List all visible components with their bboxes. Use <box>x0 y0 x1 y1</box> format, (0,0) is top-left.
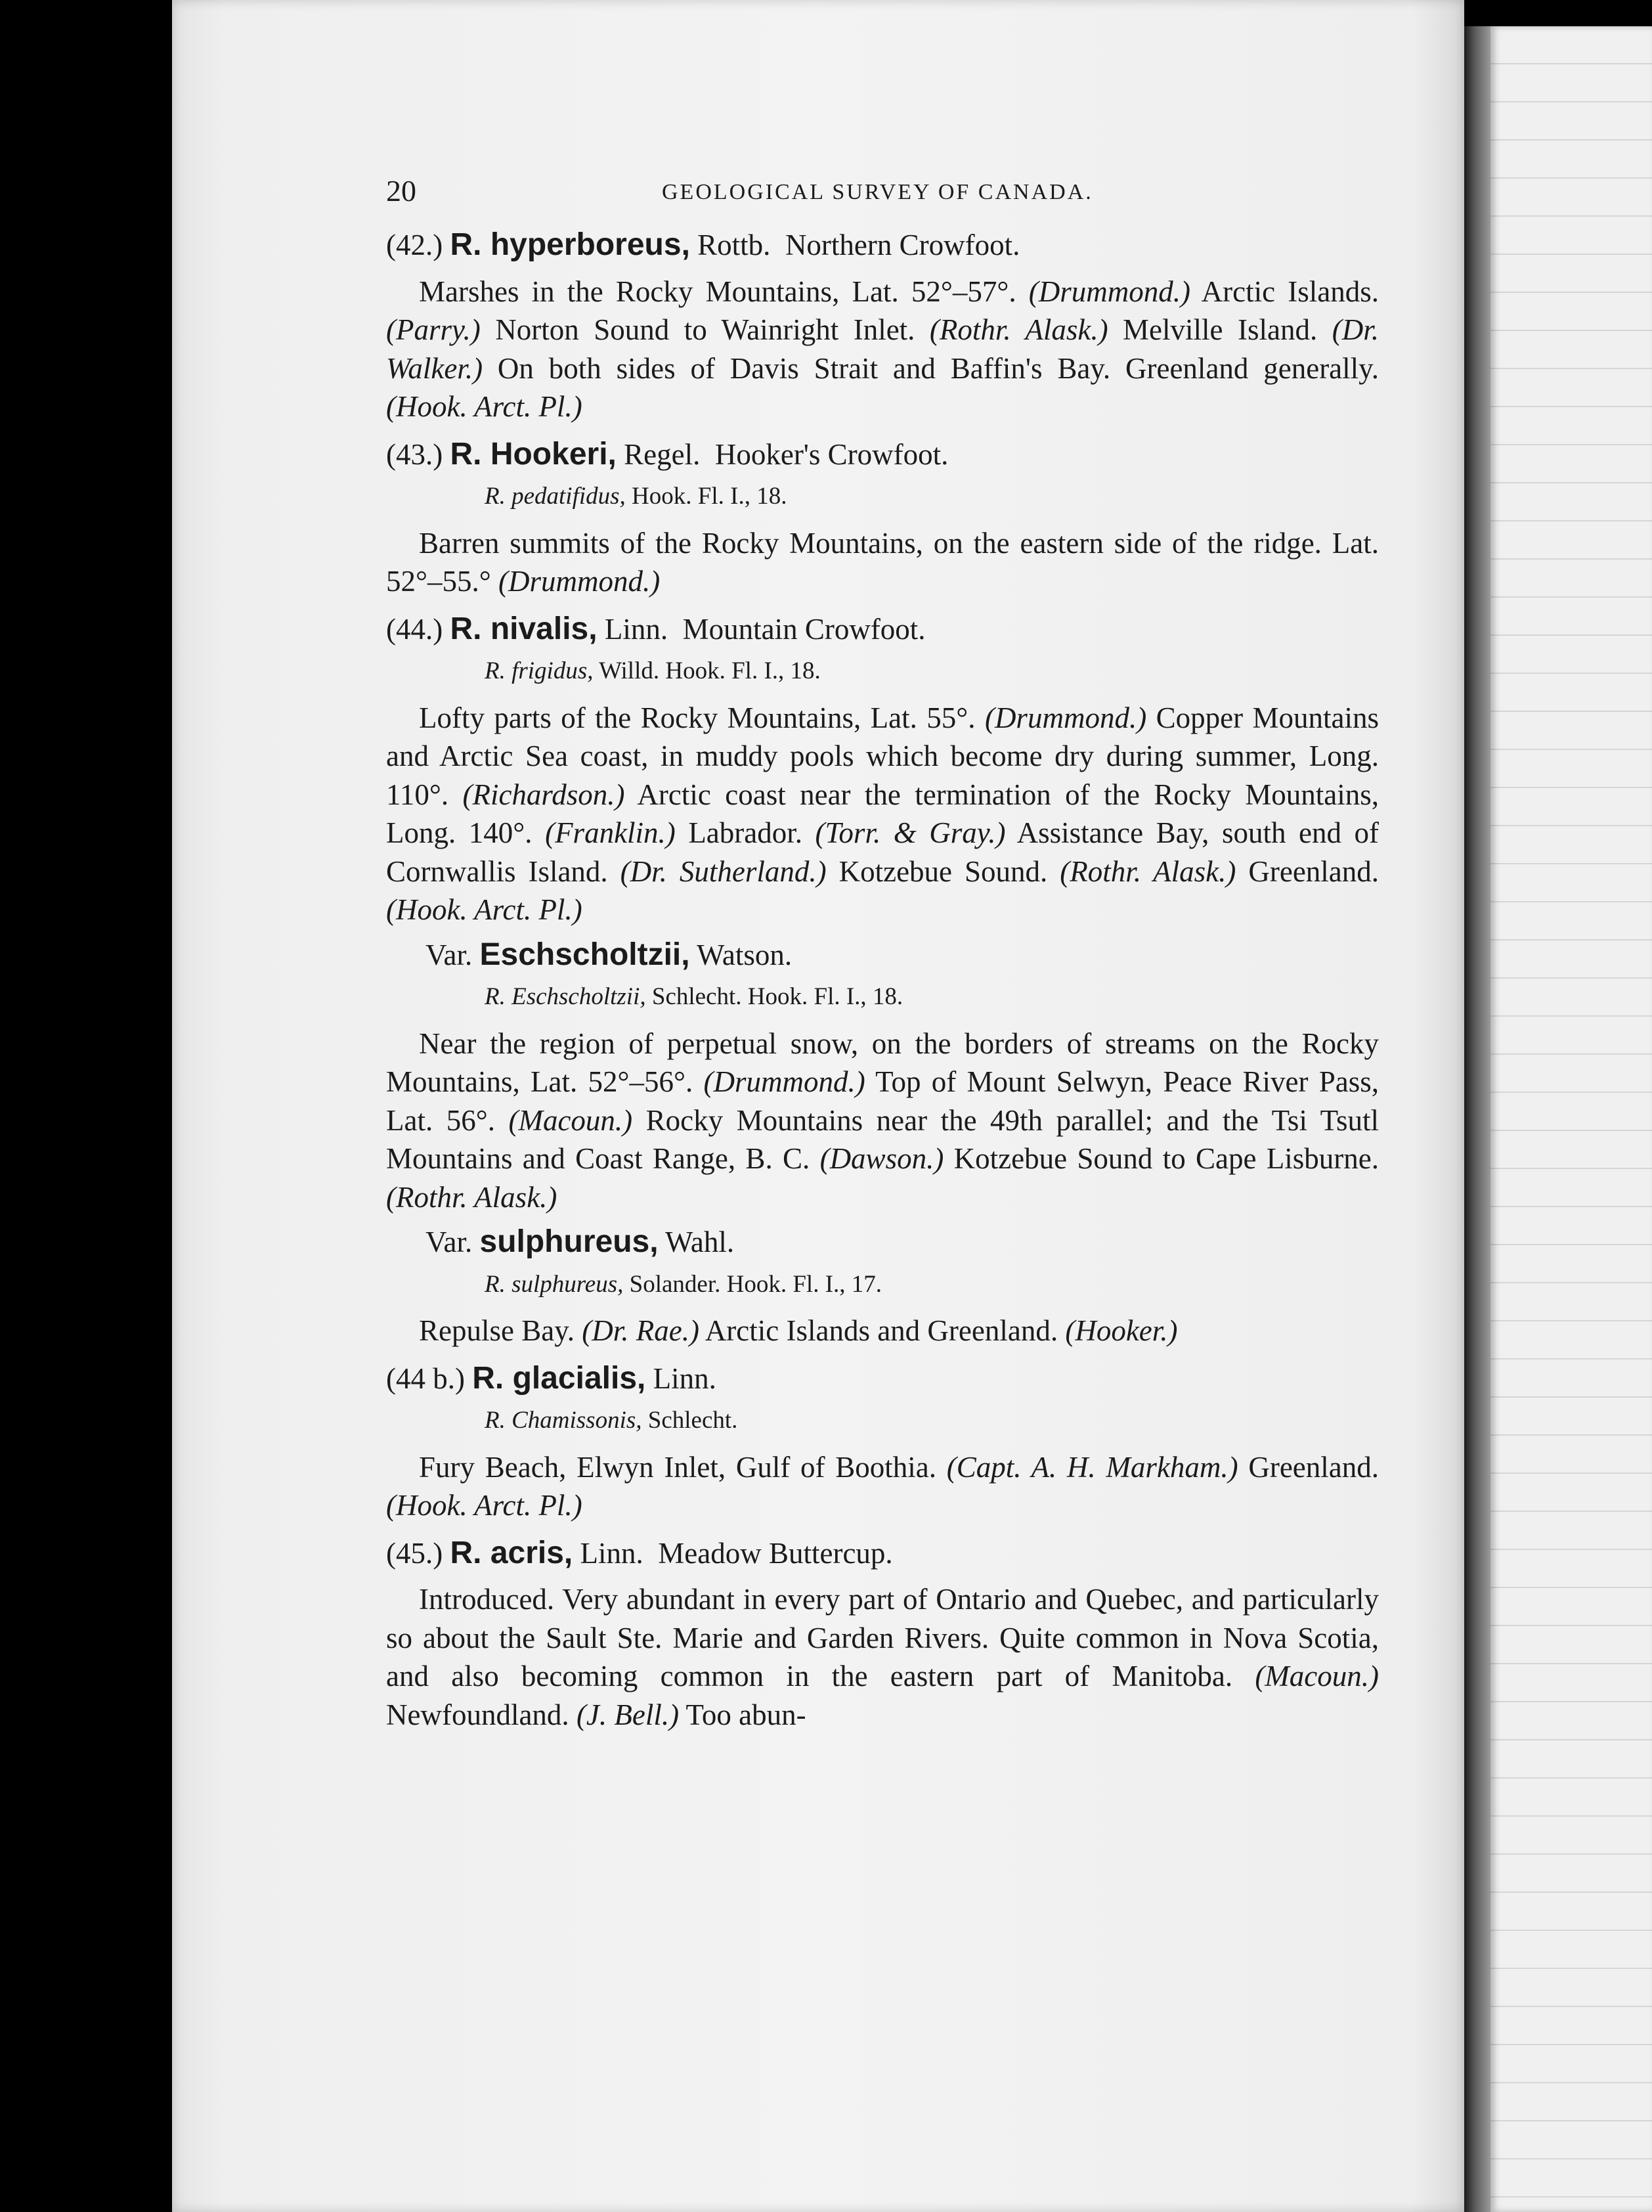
citation: (Dr. Walker.) <box>386 313 1379 385</box>
text-run: Marshes in the Rocky Mountains, Lat. 52°–57°. <box>419 275 1029 308</box>
common-name: Meadow Buttercup. <box>658 1536 893 1570</box>
text-run: Newfoundland. <box>386 1698 576 1731</box>
synonym-reference: Solander. Hook. Fl. I., 17. <box>623 1270 882 1298</box>
citation: (Drummond.) <box>498 565 661 598</box>
entry-description <box>386 1025 1379 1217</box>
background-strip <box>1464 0 1652 26</box>
text-run: Norton Sound to Wainright Inlet. <box>480 313 930 346</box>
entry-title <box>386 435 1379 474</box>
synonym-line <box>485 1402 1379 1440</box>
text-run: Kotzebue Sound. <box>826 854 1060 888</box>
citation: (J. Bell.) <box>576 1698 680 1731</box>
text-run: Melville Island. <box>1108 313 1332 346</box>
text-run: Rocky Mountains near the 49th parallel; and the Tsi Tsutl Mountains and Coast Range, B. C. <box>386 1103 1379 1175</box>
synonym-line <box>485 978 1379 1017</box>
page-number: 20 <box>386 174 416 208</box>
citation: (Dawson.) <box>819 1142 944 1175</box>
synonym-reference: Schlecht. Hook. Fl. I., 18. <box>645 983 903 1010</box>
synonym-name: R. pedatifidus, <box>485 483 626 510</box>
book-spine <box>1464 26 1490 2212</box>
synonym-name: R. Chamissonis, <box>485 1407 642 1434</box>
species-author: Rottb. <box>697 229 771 261</box>
common-name: Mountain Crowfoot. <box>682 612 926 646</box>
text-run: Repulse Bay. <box>419 1314 582 1347</box>
citation: (Dr. Sutherland.) <box>620 854 827 888</box>
citation: (Drummond.) <box>1028 275 1190 308</box>
text-run: Arctic Islands and Greenland. <box>699 1314 1066 1347</box>
citation: (Macoun.) <box>508 1103 633 1137</box>
entry-title <box>386 1360 1379 1398</box>
citation: (Franklin.) <box>545 816 676 849</box>
text-run: Arctic Islands. <box>1190 275 1379 308</box>
entry-42 <box>386 226 1379 426</box>
citation: (Hook. Arct. Pl.) <box>386 1489 582 1522</box>
text-run: Greenland. <box>1238 1450 1379 1484</box>
common-name: Northern Crowfoot. <box>785 229 1020 261</box>
text-run: Introduced. Very abundant in every part of Ontario and Quebec, and particularly so about the Sault Ste. Marie and Garden Rivers. Quite common in Nova Scotia, and also becoming common in the eastern part of Manitoba. <box>386 1583 1379 1692</box>
citation: (Macoun.) <box>1255 1660 1379 1692</box>
text-run: Top of Mount Selwyn, Peace River Pass, Lat. 56°. <box>386 1065 1380 1137</box>
entry-description <box>386 699 1379 929</box>
entry-45 <box>386 1534 1379 1735</box>
species-name: R. Hookeri, <box>450 436 617 472</box>
synonym-reference: Hook. Fl. I., 18. <box>625 483 787 510</box>
text-run: Fury Beach, Elwyn Inlet, Gulf of Boothia. <box>419 1450 947 1484</box>
text-run: Kotzebue Sound to Cape Lisburne. <box>944 1142 1379 1175</box>
text-run: Near the region of perpetual snow, on the borders of streams on the Rocky Mountains, Lat. 52°–56°. <box>386 1027 1379 1098</box>
synonym-name: R. Eschscholtzii, <box>485 983 646 1010</box>
species-author: Linn. <box>580 1536 643 1570</box>
species-author: Linn. <box>604 612 668 646</box>
page-header <box>386 164 1379 217</box>
citation: (Drummond.) <box>984 701 1147 734</box>
entry-number: (44.) <box>386 612 443 646</box>
citation: (Rothr. Alask.) <box>1060 854 1236 888</box>
synonym-line <box>485 477 1379 516</box>
citation: (Torr. & Gray.) <box>815 816 1006 849</box>
text-run: Arctic coast near the termination of the Rocky Mountains, Long. 140°. <box>386 778 1379 849</box>
species-name: R. nivalis, <box>450 611 598 646</box>
entry-title <box>386 1534 1379 1573</box>
citation: (Parry.) <box>386 313 481 346</box>
common-name: Hooker's Crowfoot. <box>714 437 949 471</box>
citation: (Richardson.) <box>462 778 625 811</box>
text-run: Copper Mountains and Arctic Sea coast, in muddy pools which become dry during summer, Long. 110°. <box>386 701 1379 811</box>
species-name: R. acris, <box>450 1535 573 1570</box>
entry-number: (42.) <box>386 229 443 261</box>
variety-title <box>425 1223 1379 1262</box>
variety-prefix: Var. <box>425 938 473 971</box>
citation: (Hooker.) <box>1065 1314 1178 1347</box>
entry-title <box>386 226 1379 265</box>
entry-43 <box>386 435 1379 601</box>
citation: (Dr. Rae.) <box>582 1314 700 1347</box>
variety-sulphureus <box>386 1223 1379 1350</box>
citation: (Hook. Arct. Pl.) <box>386 893 582 926</box>
text-run: Greenland. <box>1236 854 1380 888</box>
entry-number: (43.) <box>386 437 443 471</box>
synonym-name: R. sulphureus, <box>485 1270 624 1298</box>
text-run: Barren summits of the Rocky Mountains, on the eastern side of the ridge. Lat. 52°–55.° <box>386 526 1379 598</box>
variety-eschscholtzii <box>386 936 1379 1217</box>
citation: (Drummond.) <box>703 1065 865 1098</box>
entry-title <box>386 610 1379 649</box>
citation: (Capt. A. H. Markham.) <box>946 1450 1238 1484</box>
variety-name: Eschscholtzii, <box>479 937 690 972</box>
entry-description <box>386 1312 1379 1350</box>
species-author: Regel. <box>624 437 701 471</box>
variety-name: sulphureus, <box>479 1224 659 1259</box>
entry-44b <box>386 1360 1379 1525</box>
citation: (Rothr. Alask.) <box>929 313 1108 346</box>
synonym-reference: Willd. Hook. Fl. I., 18. <box>593 657 821 684</box>
species-name: R. glacialis, <box>472 1360 646 1396</box>
entry-number: (45.) <box>386 1536 443 1570</box>
variety-author: Wahl. <box>664 1226 735 1258</box>
page-content <box>386 164 1379 1738</box>
text-run: Too abun- <box>679 1698 806 1731</box>
running-title: GEOLOGICAL SURVEY OF CANADA. <box>662 180 1093 204</box>
citation: (Hook. Arct. Pl.) <box>386 390 582 423</box>
synonym-reference: Schlecht. <box>641 1407 738 1434</box>
entry-description <box>386 273 1379 426</box>
entry-44 <box>386 610 1379 929</box>
text-run: Lofty parts of the Rocky Mountains, Lat. 55°. <box>419 701 985 734</box>
species-author: Linn. <box>653 1361 716 1395</box>
synonym-line <box>485 1266 1379 1304</box>
variety-author: Watson. <box>697 938 793 971</box>
text-run: Labrador. <box>675 816 815 849</box>
synonym-line <box>485 652 1379 691</box>
entry-description <box>386 1448 1379 1525</box>
variety-title <box>425 936 1379 975</box>
species-name: R. hyperboreus, <box>450 227 690 262</box>
entry-number: (44 b.) <box>386 1361 465 1395</box>
entry-description <box>386 524 1379 601</box>
variety-prefix: Var. <box>425 1226 473 1258</box>
synonym-name: R. frigidus, <box>485 657 594 684</box>
text-run: Assistance Bay, south end of Cornwallis Island. <box>386 816 1380 888</box>
facing-page <box>1490 26 1652 2212</box>
citation: (Rothr. Alask.) <box>386 1180 557 1214</box>
entry-description <box>386 1580 1379 1734</box>
text-run: On both sides of Davis Strait and Baffin's Bay. Greenland generally. <box>483 351 1379 385</box>
